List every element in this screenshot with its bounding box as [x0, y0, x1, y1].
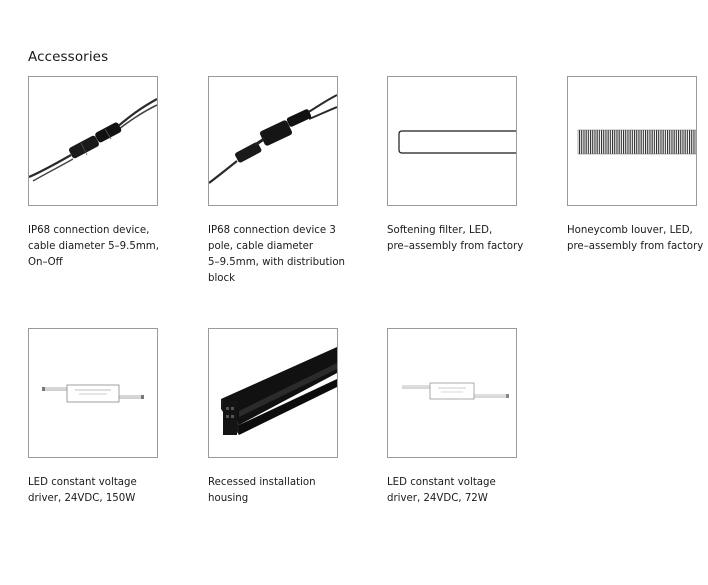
accessory-card-honeycomb-louver[interactable] [567, 76, 704, 255]
accessory-card-distribution[interactable] [208, 76, 346, 287]
accessory-card-softening-filter[interactable] [387, 76, 524, 255]
distribution-block-image [208, 76, 338, 206]
section-heading: Accessories [28, 49, 109, 65]
driver-72w-image [387, 328, 517, 458]
accessory-card-driver-150w[interactable] [28, 328, 158, 507]
accessory-caption: IP68 connection device 3 pole, cable diameter 5–9.5mm, with distribution block [208, 225, 346, 284]
accessory-caption: LED constant voltage driver, 24VDC, 72W [387, 477, 496, 504]
accessory-card-recessed-housing[interactable] [208, 328, 338, 507]
accessory-card-driver-72w[interactable] [387, 328, 517, 507]
honeycomb-louver-image [567, 76, 697, 206]
accessory-caption: Softening filter, LED, pre–assembly from factory [387, 225, 524, 252]
connector-image [28, 76, 158, 206]
driver-150w-image [28, 328, 158, 458]
softening-filter-image [387, 76, 517, 206]
accessory-card-connector[interactable] [28, 76, 158, 271]
accessory-caption: IP68 connection device, cable diameter 5–9.5mm, On–Off [28, 225, 159, 268]
recessed-housing-image [208, 328, 338, 458]
accessory-caption: Honeycomb louver, LED, pre–assembly from factory [567, 225, 704, 252]
accessory-caption: Recessed installation housing [208, 477, 316, 504]
accessory-caption: LED constant voltage driver, 24VDC, 150W [28, 477, 137, 504]
